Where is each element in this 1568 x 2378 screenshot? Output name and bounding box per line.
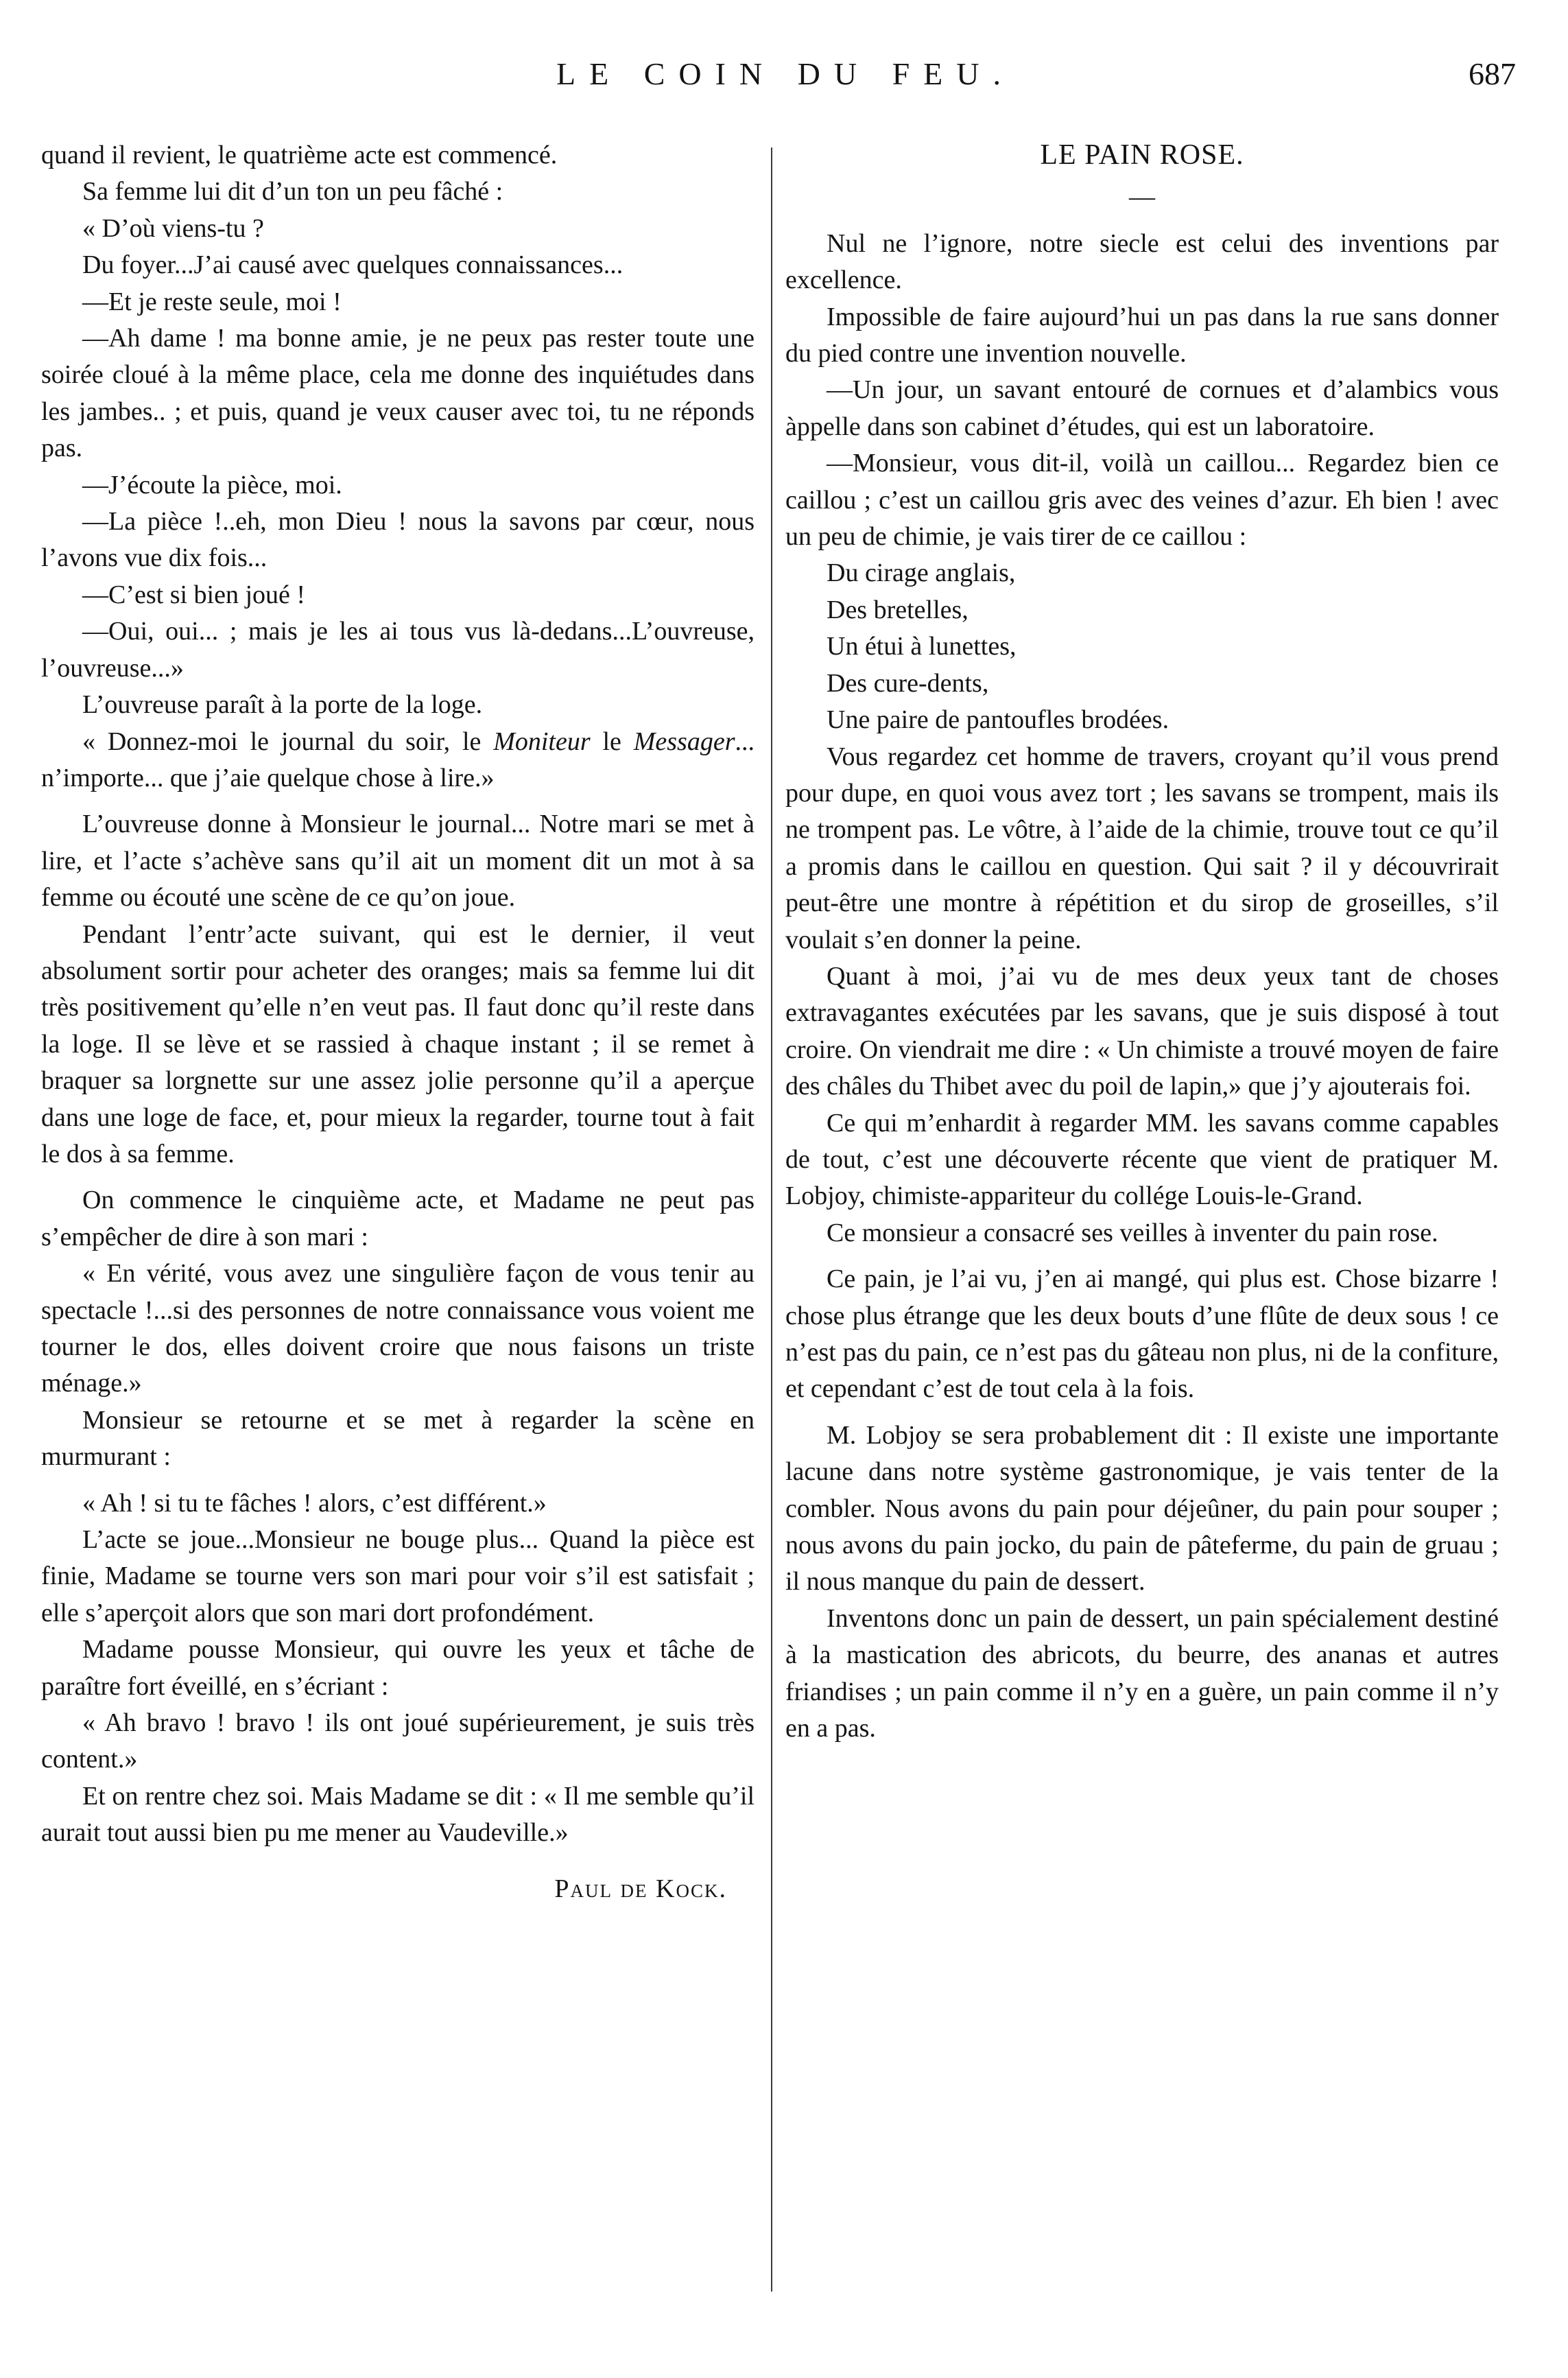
text-run: ... n’importe... que j’aie quelque chose à lire.» [41, 727, 755, 792]
page-number: 687 [1469, 56, 1516, 91]
running-header [41, 54, 1516, 108]
right-paragraph: M. Lobjoy se sera probablement dit : Il existe une importante lacune dans notre système gastronomique, je vais tenter de la combler. Nous avons du pain pour déjeûner, du pain pour souper ; nous avons du pain jocko, du pain de pâteferme, du pain de gruau ; il nous manque du pain de dessert. [785, 1420, 1499, 1597]
left-column [41, 137, 755, 1907]
right-paragraph: Ce monsieur a consacré ses veilles à inventer du pain rose. [827, 1218, 1438, 1247]
right-paragraph: —Monsieur, vous dit-il, voilà un caillou... Regardez bien ce caillou ; c’est un caillou gris avec des veines d’azur. Eh bien ! avec un peu de chimie, je vais tirer de ce caillou : [785, 449, 1499, 552]
list-item: Du cirage anglais, [827, 558, 1016, 588]
right-column [785, 137, 1499, 1747]
right-paragraph: Impossible de faire aujourd’hui un pas dans la rue sans donner du pied contre une invention nouvelle. [785, 302, 1499, 368]
left-paragraph: L’acte se joue...Monsieur ne bouge plus... Quand la pièce est finie, Madame se tourne vers son mari pour voir s’il est satisfait ; elle s’aperçoit alors que son mari dort profondément. [41, 1525, 755, 1627]
column-divider [771, 148, 772, 2292]
left-paragraph: quand il revient, le quatrième acte est commencé. [41, 141, 558, 169]
left-paragraph: Monsieur se retourne et se met à regarder la scène en murmurant : [41, 1405, 755, 1472]
left-paragraph: —Et je reste seule, moi ! [82, 287, 342, 316]
left-paragraph: —J’écoute la pièce, moi. [82, 470, 342, 499]
left-paragraph: On commence le cinquième acte, et Madame ne peut pas s’empêcher de dire à son mari : [41, 1186, 755, 1251]
italic-title: Moniteur [493, 727, 591, 756]
left-paragraph: —La pièce !..eh, mon Dieu ! nous la savons par cœur, nous l’avons vue dix fois... [41, 507, 755, 573]
text-run: « Donnez-moi le journal du soir, le [82, 727, 494, 756]
author-signature: Paul de Kock. [554, 1874, 727, 1903]
italic-title: Messager [633, 727, 735, 756]
right-paragraph: —Un jour, un savant entouré de cornues et d’alambics vous àppelle dans son cabinet d’études, qui est un laboratoire. [785, 375, 1499, 441]
left-paragraph: Pendant l’entr’acte suivant, qui est le dernier, il veut absolument sortir pour acheter des oranges; mais sa femme lui dit très positivement qu’elle n’en veut pas. Il faut donc qu’il reste dans la loge. Il se lève et se rassied à chaque instant ; il se remet à braquer sa lorgnette sur une assez jolie personne qu’il a aperçue dans une loge de face, et, pour mieux la regarder, tourne tout à fait le dos à sa femme. [41, 919, 755, 1168]
left-paragraph: Du foyer...J’ai causé avec quelques connaissances... [82, 250, 623, 280]
right-paragraph: Nul ne l’ignore, notre siecle est celui des inventions par excellence. [785, 228, 1499, 295]
list-item: Une paire de pantoufles brodées. [827, 705, 1169, 735]
left-paragraph: L’ouvreuse paraît à la porte de la loge. [82, 690, 483, 720]
right-paragraph: Inventons donc un pain de dessert, un pain spécialement destiné à la mastication des abricots, du beurre, des ananas et autres friandises ; un pain comme il n’y en a guère, un pain comme il n’y en a pas. [785, 1603, 1499, 1743]
title-separator: — [1129, 183, 1155, 212]
left-paragraph: « Ah bravo ! bravo ! ils ont joué supérieurement, je suis très content.» [41, 1708, 755, 1774]
left-paragraph: Madame pousse Monsieur, qui ouvre les yeux et tâche de paraître fort éveillé, en s’écriant : [41, 1635, 755, 1701]
running-title: LE COIN DU FEU. [556, 56, 1014, 91]
list-item: Des bretelles, [827, 595, 969, 624]
right-paragraph: Ce pain, je l’ai vu, j’en ai mangé, qui plus est. Chose bizarre ! chose plus étrange que les deux bouts d’une flûte de deux sous ! ce n’est pas du pain, ce n’est pas du gâteau non plus, ni de la confiture, et cependant c’est de tout cela à la fois. [785, 1264, 1499, 1404]
list-item: Un étui à lunettes, [827, 632, 1017, 661]
left-paragraph: Et on rentre chez soi. Mais Madame se dit : « Il me semble qu’il aurait tout aussi bien pu me mener au Vaudeville.» [41, 1781, 755, 1848]
article-title: LE PAIN ROSE. [1040, 139, 1244, 171]
right-paragraph: Quant à moi, j’ai vu de mes deux yeux tant de choses extravagantes exécutées par les savans, que je suis disposé à tout croire. On viendrait me dire : « Un chimiste a trouvé moyen de faire des châles du Thibet avec du poil de lapin,» que j’y ajouterais foi. [785, 961, 1499, 1101]
right-paragraph: Ce qui m’enhardit à regarder MM. les savans comme capables de tout, c’est une découverte récente que vient de pratiquer M. Lobjoy, chimiste-appariteur du collége Louis-le-Grand. [785, 1108, 1499, 1211]
left-paragraph [41, 724, 755, 797]
left-paragraph: L’ouvreuse donne à Monsieur le journal... Notre mari se met à lire, et l’acte s’achève sans qu’il ait un moment dit un mot à sa femme ou écouté une scène de ce qu’on joue. [41, 810, 755, 913]
left-paragraph: « En vérité, vous avez une singulière façon de vous tenir au spectacle !...si des personnes de notre connaissance vous voient me tourner le dos, elles doivent croire que nous faisons un triste ménage.» [41, 1259, 755, 1398]
left-paragraph: « Ah ! si tu te fâches ! alors, c’est différent.» [82, 1488, 547, 1518]
left-paragraph: —Oui, oui... ; mais je les ai tous vus là-dedans...L’ouvreuse, l’ouvreuse...» [41, 617, 755, 683]
left-paragraph: « D’où viens-tu ? [82, 213, 264, 243]
left-paragraph: —Ah dame ! ma bonne amie, je ne peux pas rester toute une soirée cloué à la même place, cela me donne des inquiétudes dans les jambes.. ; et puis, quand je veux causer avec toi, tu ne réponds pas. [41, 324, 755, 463]
left-paragraph: Sa femme lui dit d’un ton un peu fâché : [82, 177, 503, 207]
text-run: le [590, 727, 634, 756]
list-item: Des cure-dents, [827, 668, 989, 698]
right-paragraph: Vous regardez cet homme de travers, croyant qu’il vous prend pour dupe, en quoi vous avez tort ; les savans se trompent, mais ils ne trompent pas. Le vôtre, à l’aide de la chimie, trouve tout ce qu’il a promis dans le caillou en question. Qui sait ? il y découvrirait peut-être une montre à répétition et du sirop de groseilles, s’il voulait s’en donner la peine. [785, 742, 1499, 954]
left-paragraph: —C’est si bien joué ! [82, 580, 306, 609]
